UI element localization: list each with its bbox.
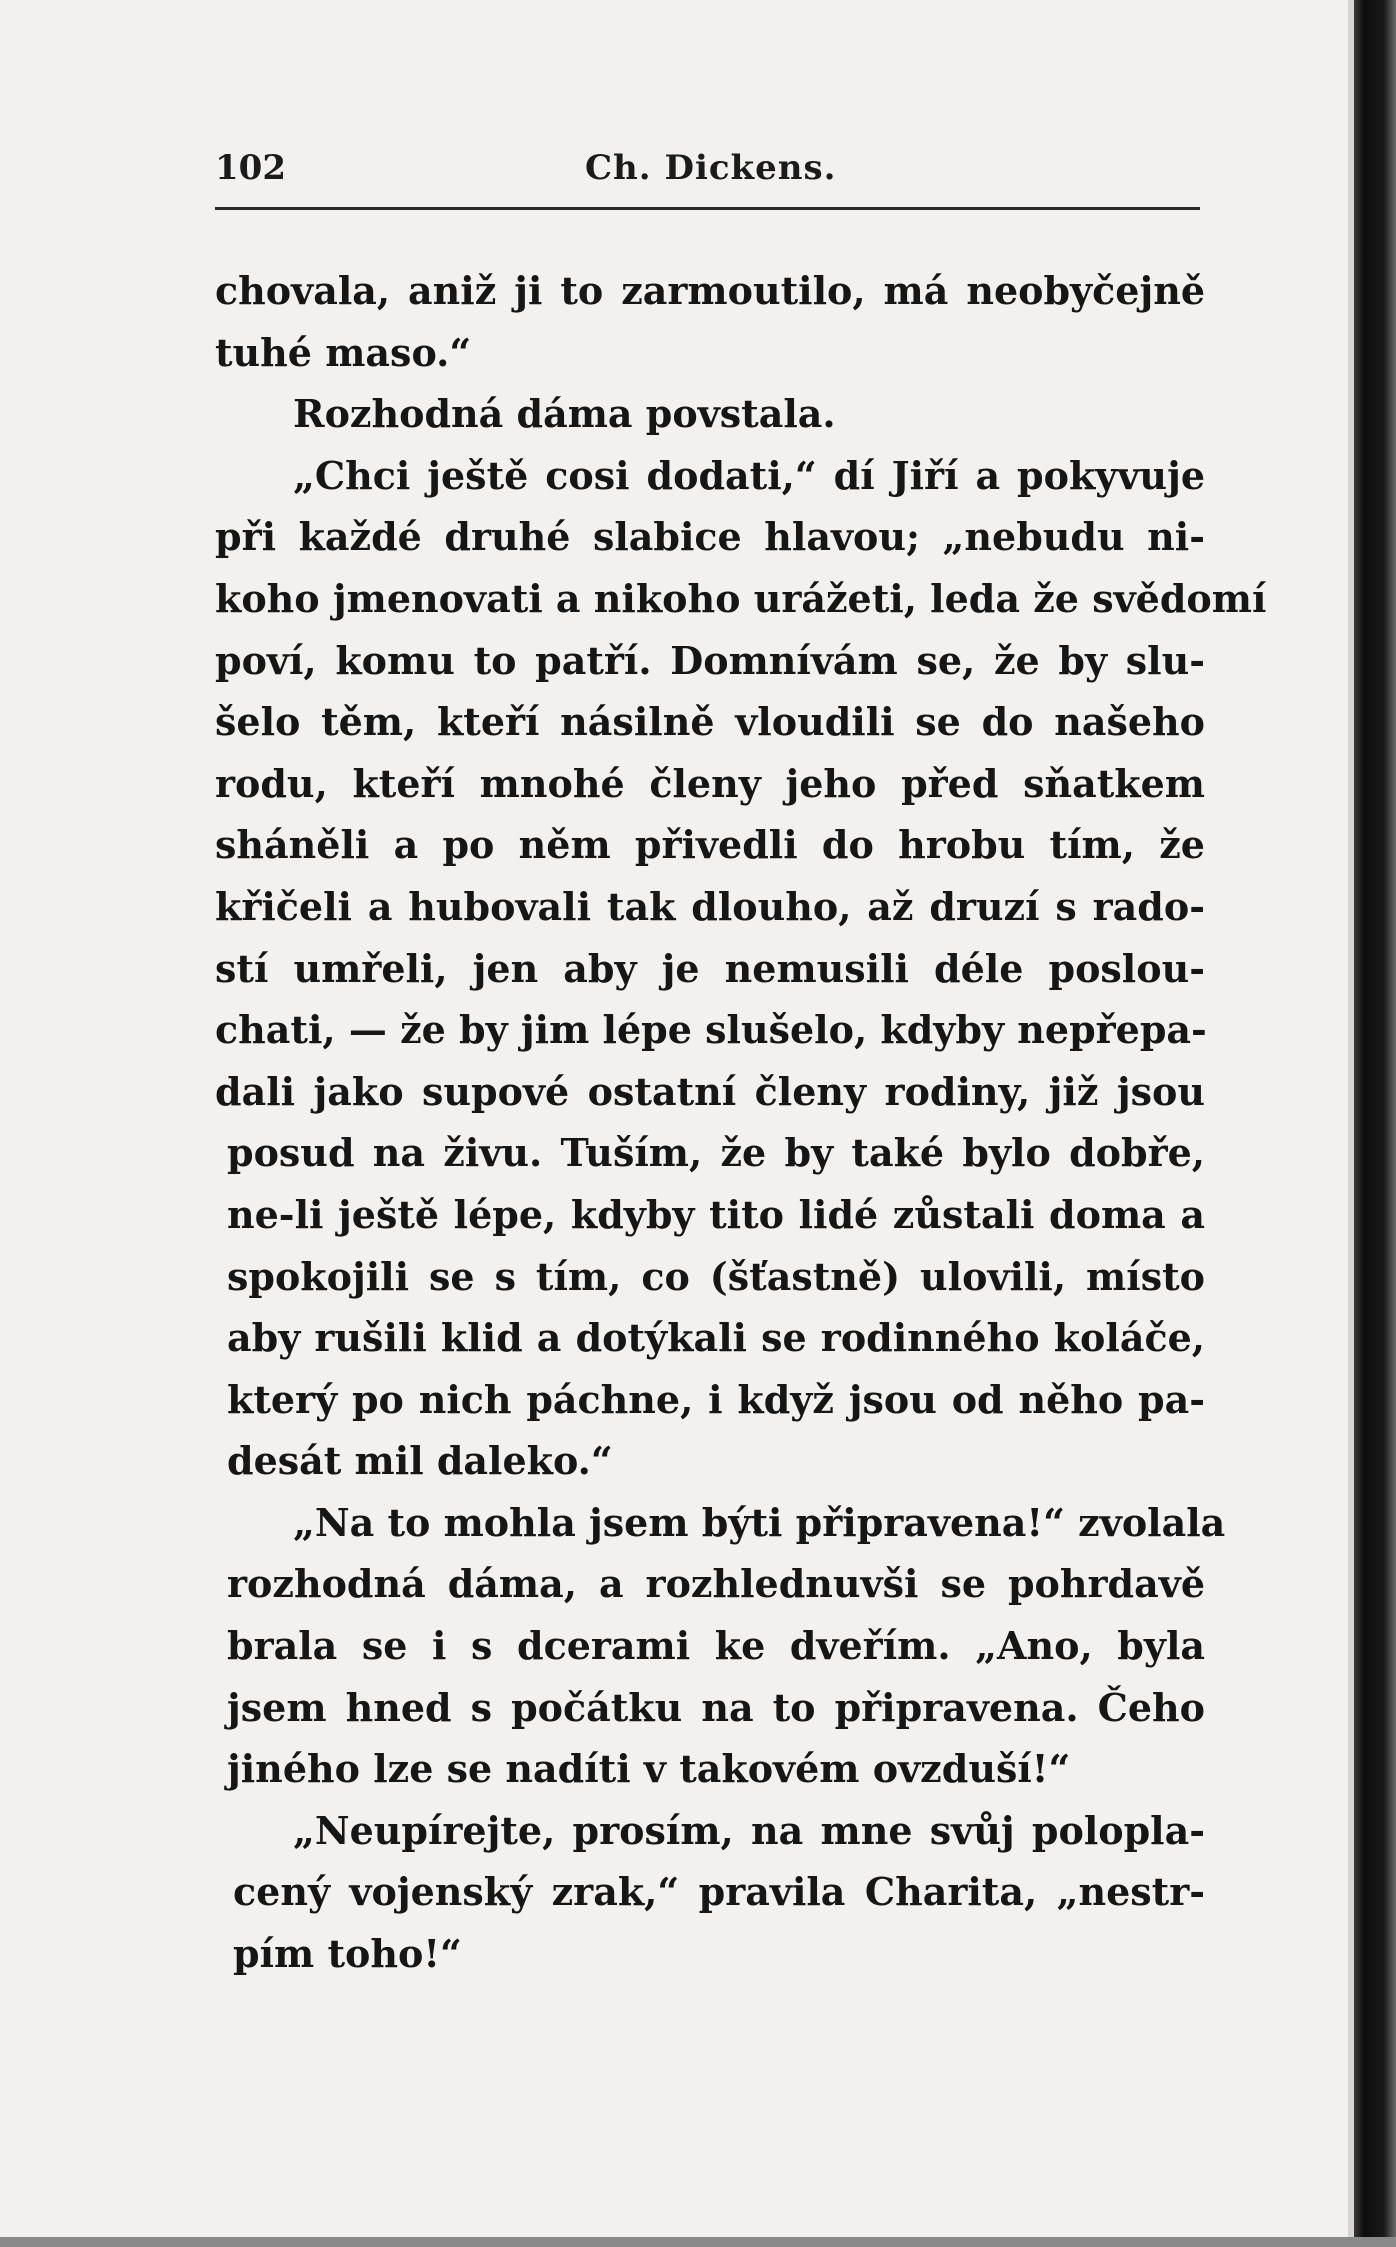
text-line: rozhodná dáma, a rozhlednuvši se pohrdavě bbox=[227, 1561, 1205, 1607]
text-line: „Chci ještě cosi dodati,“ dí Jiří a pokyvuje bbox=[293, 452, 1205, 498]
text-line: šelo těm, kteří násilně vloudili se do našeho bbox=[215, 699, 1205, 745]
text-line: dali jako supové ostatní členy rodiny, již jsou bbox=[215, 1068, 1205, 1114]
text-line: chati, — že by jim lépe slušelo, kdyby nepřepa- bbox=[215, 1007, 1207, 1053]
text-line: posud na živu. Tuším, že by také bylo dobře, bbox=[227, 1130, 1205, 1176]
text-line: koho jmenovati a nikoho urážeti, leda že svědomí bbox=[215, 575, 1267, 621]
page-number: 102 bbox=[215, 148, 286, 188]
text-line: stí umřeli, jen aby je nemusili déle poslou- bbox=[215, 945, 1205, 991]
header-rule bbox=[215, 207, 1200, 210]
book-page bbox=[215, 140, 1267, 1977]
text-line: ne-li ještě lépe, kdyby tito lidé zůstali doma a bbox=[227, 1191, 1205, 1237]
running-head: Ch. Dickens. bbox=[585, 148, 837, 188]
text-line: jsem hned s počátku na to připravena. Čeho bbox=[227, 1684, 1205, 1730]
text-line: rodu, kteří mnohé členy jeho před sňatkem bbox=[215, 760, 1205, 806]
text-line: desát mil daleko.“ bbox=[227, 1438, 613, 1484]
scanner-border-bottom bbox=[0, 2237, 1396, 2247]
body-text bbox=[215, 260, 1267, 1985]
text-line: sháněli a po něm přivedli do hrobu tím, že bbox=[215, 822, 1205, 868]
text-line: spokojili se s tím, co (šťastně) ulovili, místo bbox=[227, 1253, 1205, 1299]
text-line: při každé druhé slabice hlavou; „nebudu ni- bbox=[215, 514, 1205, 560]
text-line: brala se i s dcerami ke dveřím. „Ano, byla bbox=[227, 1623, 1205, 1669]
text-line: pím toho!“ bbox=[233, 1931, 462, 1977]
text-line: který po nich páchne, i když jsou od něho pa- bbox=[227, 1376, 1205, 1422]
text-line: poví, komu to patří. Domnívám se, že by slu- bbox=[215, 637, 1205, 683]
text-line: jiného lze se nadíti v takovém ovzduší!“ bbox=[227, 1746, 1071, 1792]
text-line: „Na to mohla jsem býti připravena!“ zvolala bbox=[293, 1499, 1226, 1545]
scanner-border-right bbox=[1354, 0, 1396, 2247]
text-line: aby rušili klid a dotýkali se rodinného koláče, bbox=[227, 1315, 1205, 1361]
text-line: cený vojenský zrak,“ pravila Charita, „nestr- bbox=[233, 1869, 1205, 1915]
text-line: chovala, aniž ji to zarmoutilo, má neobyčejně bbox=[215, 268, 1205, 313]
page-header bbox=[215, 140, 1200, 192]
text-line: křičeli a hubovali tak dlouho, až druzí s rado- bbox=[215, 883, 1205, 929]
text-line: tuhé maso.“ bbox=[215, 329, 472, 375]
text-line: „Neupírejte, prosím, na mne svůj polopla- bbox=[293, 1807, 1205, 1853]
text-line: Rozhodná dáma povstala. bbox=[293, 391, 836, 437]
